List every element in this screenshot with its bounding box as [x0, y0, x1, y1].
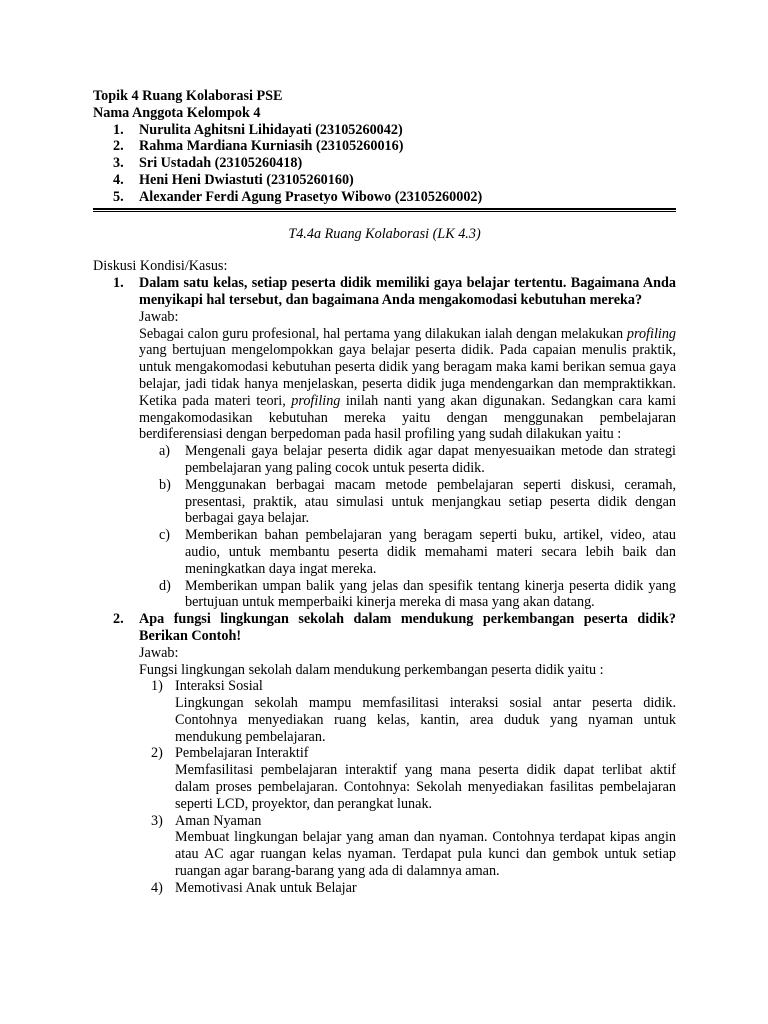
member-item: 5. Alexander Ferdi Agung Prasetyo Wibowo (23105260002) — [113, 188, 483, 205]
question-2-text: Apa fungsi lingkungan sekolah dalam mendukung perkembangan peserta didik? Berikan Contoh! — [139, 611, 676, 644]
answer-2-item-title: 2) Pembelajaran Interaktif — [151, 745, 309, 762]
members-list — [93, 122, 676, 206]
answer-label: Jawab: — [139, 308, 179, 325]
question-1-text: Dalam satu kelas, setiap peserta didik memiliki gaya belajar tertentu. Bagaimana Anda menyikapi hal tersebut, dan bagaimana Anda mengakomodasi kebutuhan mereka? — [139, 275, 676, 308]
answer-1-item: b) Menggunakan berbagai macam metode pembelajaran seperti diskusi, ceramah, presentasi, praktik, atau simulasi untuk menjangkau setiap peserta didik dengan berbagai gaya belajar. — [159, 476, 676, 527]
member-item: 1. Nurulita Aghitsni Lihidayati (23105260042) — [113, 121, 403, 138]
answer-1-item: d) Memberikan umpan balik yang jelas dan spesifik tentang kinerja peserta didik yang bertujuan untuk memperbaiki kinerja mereka di masa yang akan datang. — [159, 577, 676, 611]
answer-label: Jawab: — [139, 644, 179, 661]
header-divider — [93, 208, 676, 212]
answer-2-item-text: Memfasilitasi pembelajaran interaktif yang mana peserta didik dapat terlibat aktif dalam proses pembelajaran. Contohnya: Sekolah menyediakan fasilitas pembelajaran seperti LCD, proyektor, dan perangkat lunak. — [175, 762, 676, 812]
question-1: 1. Dalam satu kelas, setiap peserta didik memiliki gaya belajar tertentu. Bagaimana Anda menyikapi hal tersebut, dan bagaimana Anda mengakomodasi kebutuhan mereka? Jawab: Sebagai calon guru profesional, hal pertama yang dilakukan ialah dengan melakukan profiling yang bertujuan mengelompokkan gaya belajar peserta didik. Pada capaian menulis praktik, untuk mengakomodasi kebutuhan peserta didik yang beragam maka kami berikan semua gaya belajar, jadi tidak hanya menjelaskan, peserta didik juga mendengarkan dan mempraktikkan. Ketika pada materi teori, profiling inilah nanti yang akan digunakan. Sedangkan cara kami mengakomodasikan kebutuhan mereka yaitu dengan menggunakan pembelajaran berdiferensiasi dengan berpedoman pada hasil profiling yang sudah dilakukan yaitu : — [113, 275, 677, 443]
answer-2-item-title: 1) Interaksi Sosial — [151, 678, 263, 695]
answer-2-item-text: Lingkungan sekolah mampu memfasilitasi interaksi sosial antar peserta didik. Contohnya menyediakan ruang kelas, kantin, area duduk yang nyaman untuk mendukung pembelajaran. — [175, 695, 676, 745]
answer-1-item: c) Memberikan bahan pembelajaran yang beragam seperti buku, artikel, video, atau audio, untuk membantu peserta didik memahami materi secara lebih baik dan meningkatkan daya ingat mereka. — [159, 527, 676, 577]
document-title: Topik 4 Ruang Kolaborasi PSE — [93, 88, 283, 104]
answer-2-item-title: 3) Aman Nyaman — [151, 812, 262, 829]
member-item: 3. Sri Ustadah (23105260418) — [113, 155, 303, 172]
answer-2-intro: Fungsi lingkungan sekolah dalam mendukung perkembangan peserta didik yaitu : — [139, 661, 604, 678]
document-page — [93, 88, 676, 897]
question-2: 2. Apa fungsi lingkungan sekolah dalam mendukung perkembangan peserta didik? Berikan Contoh! Jawab: Fungsi lingkungan sekolah dalam mendukung perkembangan peserta didik yaitu : — [113, 611, 676, 678]
answer-1-item: a) Mengenali gaya belajar peserta didik agar dapat menyesuaikan metode dan strategi pembelajaran yang paling cocok untuk peserta didik. — [159, 443, 676, 476]
answer-2-item-title: 4) Memotivasi Anak untuk Belajar — [151, 879, 357, 896]
members-heading: Nama Anggota Kelompok 4 — [93, 104, 261, 121]
member-item: 2. Rahma Mardiana Kurniasih (23105260016) — [113, 138, 404, 155]
section-subtitle: T4.4a Ruang Kolaborasi (LK 4.3) — [288, 225, 481, 242]
answer-2-item-text: Membuat lingkungan belajar yang aman dan nyaman. Contohnya terdapat kipas angin atau AC agar ruangan kelas nyaman. Terdapat pula kunci dan gembok untuk setiap ruangan agar barang-barang yang ada di dalamnya aman. — [175, 829, 676, 880]
answer-1-paragraph: Sebagai calon guru profesional, hal pertama yang dilakukan ialah dengan melakukan profiling yang bertujuan mengelompokkan gaya belajar peserta didik. Pada capaian menulis praktik, untuk mengakomodasi kebutuhan peserta didik yang beragam maka kami berikan semua gaya belajar, jadi tidak hanya menjelaskan, peserta didik juga mendengarkan dan mempraktikkan. Ketika pada materi teori, profiling inilah nanti yang akan digunakan. Sedangkan cara kami mengakomodasikan kebutuhan mereka yaitu dengan menggunakan pembelajaran berdiferensiasi dengan berpedoman pada hasil profiling yang sudah dilakukan yaitu : — [139, 325, 677, 443]
discussion-label: Diskusi Kondisi/Kasus: — [93, 258, 228, 275]
member-item: 4. Heni Heni Dwiastuti (23105260160) — [113, 171, 354, 188]
